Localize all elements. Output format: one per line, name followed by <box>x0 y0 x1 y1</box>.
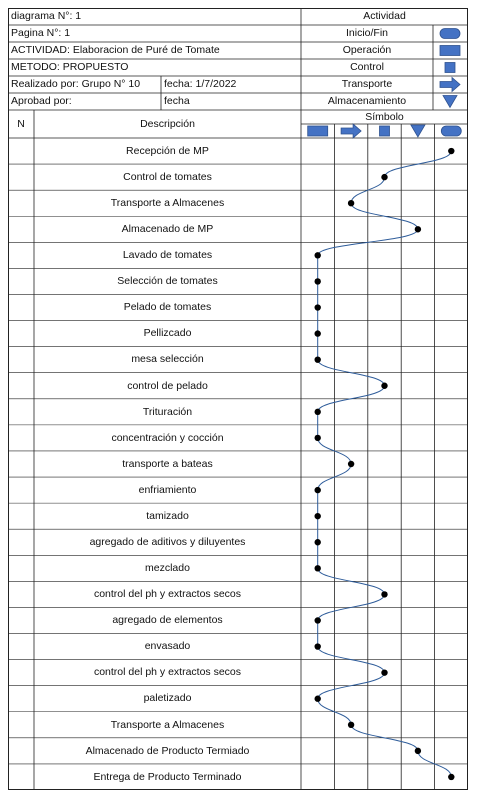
column-symbol-header: Símbolo <box>365 110 404 123</box>
step-description: Recepción de MP <box>126 144 209 157</box>
step-marker-dot <box>348 722 354 728</box>
step-marker-dot <box>448 774 454 780</box>
step-marker-dot <box>315 617 321 623</box>
step-marker-dot <box>415 226 421 232</box>
step-description: Transporte a Almacenes <box>110 718 225 731</box>
step-description: Selección de tomates <box>117 275 218 288</box>
step-description: control del ph y extractos secos <box>93 588 242 601</box>
step-marker-dot <box>348 461 354 467</box>
step-marker-dot <box>315 565 321 571</box>
step-description: control de pelado <box>127 379 208 392</box>
diagram-number: diagrama N°: 1 <box>11 10 82 23</box>
legend-label-almacenamiento: Almacenamiento <box>327 95 407 108</box>
step-description: mezclado <box>145 562 190 575</box>
symbol-header-square-icon <box>380 126 390 136</box>
approval-date: fecha <box>164 95 190 108</box>
activity-name: ACTIVIDAD: Elaboracion de Puré de Tomate <box>11 44 220 57</box>
legend-label-inicio-fin: Inicio/Fin <box>345 27 388 40</box>
step-marker-dot <box>315 278 321 284</box>
step-marker-dot <box>448 148 454 154</box>
step-marker-dot <box>315 356 321 362</box>
step-marker-dot <box>315 487 321 493</box>
symbol-header-arrow-icon <box>341 124 361 138</box>
step-description: paletizado <box>143 692 192 705</box>
legend-label-transporte: Transporte <box>341 78 393 91</box>
step-description: envasado <box>144 640 191 653</box>
method: METODO: PROPUESTO <box>11 61 129 74</box>
legend-square-icon <box>445 63 455 73</box>
step-marker-dot <box>315 330 321 336</box>
step-marker-dot <box>315 435 321 441</box>
step-description: mesa selección <box>131 353 204 366</box>
step-marker-dot <box>315 409 321 415</box>
step-description: Lavado de tomates <box>122 249 213 262</box>
step-description: Almacenado de Producto Termiado <box>85 744 250 757</box>
step-description: concentración y cocción <box>111 431 224 444</box>
legend-label-operacion: Operación <box>342 44 392 57</box>
step-description: Pellizcado <box>143 327 192 340</box>
step-description: transporte a bateas <box>122 457 213 470</box>
step-marker-dot <box>381 383 387 389</box>
step-description: control del ph y extractos secos <box>93 666 242 679</box>
step-description: Entrega de Producto Terminado <box>93 770 242 783</box>
step-description: Pelado de tomates <box>123 301 212 314</box>
made-by: Realizado por: Grupo N° 10 <box>11 78 141 91</box>
step-description: agregado de aditivos y diluyentes <box>89 535 246 548</box>
step-marker-dot <box>381 174 387 180</box>
step-marker-dot <box>315 643 321 649</box>
step-marker-dot <box>415 748 421 754</box>
step-description: Transporte a Almacenes <box>110 196 225 209</box>
flow-curve <box>318 151 452 777</box>
step-description: tamizado <box>146 509 189 522</box>
step-marker-dot <box>315 539 321 545</box>
step-description: Control de tomates <box>123 170 212 183</box>
process-flow-chart <box>8 8 468 790</box>
step-description: agregado de elementos <box>112 614 223 627</box>
column-n-header: N <box>17 117 25 130</box>
approved-by: Aprobad por: <box>11 95 72 108</box>
legend-rectangle-icon <box>440 46 460 56</box>
legend-arrow-icon <box>440 78 460 92</box>
symbol-header-triangle-down-icon <box>411 125 425 137</box>
step-description: enfriamiento <box>138 483 197 496</box>
step-description: Trituración <box>142 405 193 418</box>
column-description-header: Descripción <box>140 117 195 130</box>
legend-label-control: Control <box>350 61 384 74</box>
step-marker-dot <box>348 200 354 206</box>
symbol-header-rounded-rect-icon <box>441 126 461 136</box>
step-marker-dot <box>381 669 387 675</box>
step-marker-dot <box>315 252 321 258</box>
legend-rounded-rect-icon <box>440 29 460 39</box>
symbol-header-rectangle-icon <box>308 126 328 136</box>
step-marker-dot <box>381 591 387 597</box>
legend-triangle-down-icon <box>443 96 457 108</box>
step-description: Almacenado de MP <box>121 223 214 236</box>
legend-title: Actividad <box>363 10 406 23</box>
made-date: fecha: 1/7/2022 <box>164 78 237 91</box>
page-number: Pagina N°: 1 <box>11 27 71 40</box>
step-marker-dot <box>315 513 321 519</box>
step-marker-dot <box>315 696 321 702</box>
step-marker-dot <box>315 304 321 310</box>
